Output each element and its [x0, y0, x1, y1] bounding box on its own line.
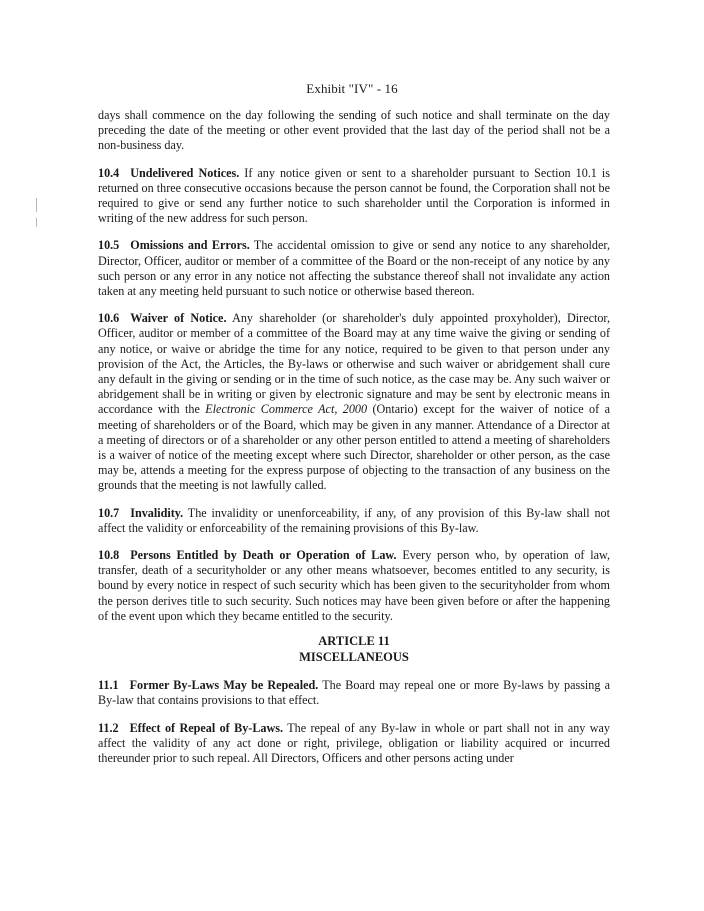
section-title: Waiver of Notice.: [130, 311, 227, 326]
section-title: Persons Entitled by Death or Operation of Law.: [130, 548, 397, 563]
section-10-8: [98, 548, 610, 624]
section-11-1: [98, 678, 610, 708]
article-number: ARTICLE 11: [318, 634, 390, 649]
section-10-5: [98, 238, 610, 299]
section-10-6: [98, 311, 610, 493]
section-number: 10.5: [98, 238, 120, 253]
section-body: The accidental omission to give or send any notice to any shareholder, Director, Officer, auditor or member of a committee of the Board or the non-receipt of any notice by any such person or any error in any notice not affecting the substance thereof shall not invalidate any action taken at any meeting held pursuant to such notice or otherwise based thereon.: [98, 238, 610, 299]
document-body: [98, 108, 610, 766]
section-number: 11.2: [98, 720, 119, 735]
statute-title: Electronic Commerce Act, 2000: [205, 402, 368, 417]
section-body: The Board may repeal one or more By-laws by passing a By-law that contains provisions to that effect.: [98, 678, 610, 708]
paragraph-continuation: days shall commence on the day following the sending of such notice and shall terminate on the day preceding the date of the meeting or other event provided that the last day of the period shall not be a non-business day.: [98, 108, 610, 153]
section-body-continued: (Ontario) except for the waiver of notice of a meeting of shareholders or of the Board, which may be given in any manner. Attendance of a Director at a meeting of directors or of a shareholder or any other person entitled to attend a meeting of shareholders is a waiver of notice of the meeting except where such Director, shareholder or other person, as the case may be, attends a meeting for the express purpose of objecting to the transaction of any business on the grounds that the meeting is not lawfully called.: [98, 402, 610, 493]
section-number: 10.7: [98, 505, 120, 520]
section-body: The invalidity or unenforceability, if any, of any provision of this By-law shall not affect the validity or enforceability of the remaining provisions of this By-law.: [98, 505, 610, 535]
margin-scan-mark: [36, 198, 37, 212]
section-10-4: [98, 166, 610, 227]
section-title: Omissions and Errors.: [130, 238, 250, 253]
section-body: The repeal of any By-law in whole or part shall not in any way affect the validity of any act done or right, privilege, obligation or liability acquired or incurred thereunder prior to such repeal. All Directors, Officers and other persons acting under: [98, 720, 610, 765]
article-title: MISCELLANEOUS: [299, 649, 409, 664]
section-title: Undelivered Notices.: [130, 165, 240, 180]
section-number: 10.4: [98, 165, 120, 180]
section-10-7: [98, 506, 610, 536]
section-body: Every person who, by operation of law, transfer, death of a securityholder or any other means whatsoever, becomes entitled to any security, is bound by every notice in respect of such security which has been given to the securityholder from whom the person derives title to such security. Such notices may have been given before or after the happening of the event upon which they became entitled to the security.: [98, 548, 610, 623]
section-body: If any notice given or sent to a shareholder pursuant to Section 10.1 is returned on three consecutive occasions because the person cannot be found, the Corporation shall not be required to give or send any further notice to such shareholder until the Corporation is informed in writing of the new address for such person.: [98, 165, 610, 226]
section-title: Invalidity.: [130, 505, 184, 520]
section-number: 11.1: [98, 678, 119, 693]
section-number: 10.6: [98, 311, 120, 326]
section-11-2: [98, 721, 610, 767]
article-heading: [98, 634, 610, 665]
section-title: Effect of Repeal of By-Laws.: [129, 720, 284, 735]
section-number: 10.8: [98, 548, 120, 563]
section-title: Former By-Laws May be Repealed.: [129, 678, 319, 693]
page-header: Exhibit "IV" - 16: [306, 81, 398, 96]
margin-scan-mark: [36, 218, 37, 227]
section-body: Any shareholder (or shareholder's duly appointed proxyholder), Director, Officer, auditor or member of a committee of the Board may at any time waive the giving or sending of any notice, or waive or abridge the time for any notice, required to be given to that person under any provision of the Act, the Articles, the By-laws or otherwise and such waiver or abridgement shall cure any default in the giving or sending or in the time of such notice, as the case may be. Any such waiver or abridgement shall be in writing or given by electronic signature and may be sent by electronic means in accordance with the: [98, 311, 611, 417]
